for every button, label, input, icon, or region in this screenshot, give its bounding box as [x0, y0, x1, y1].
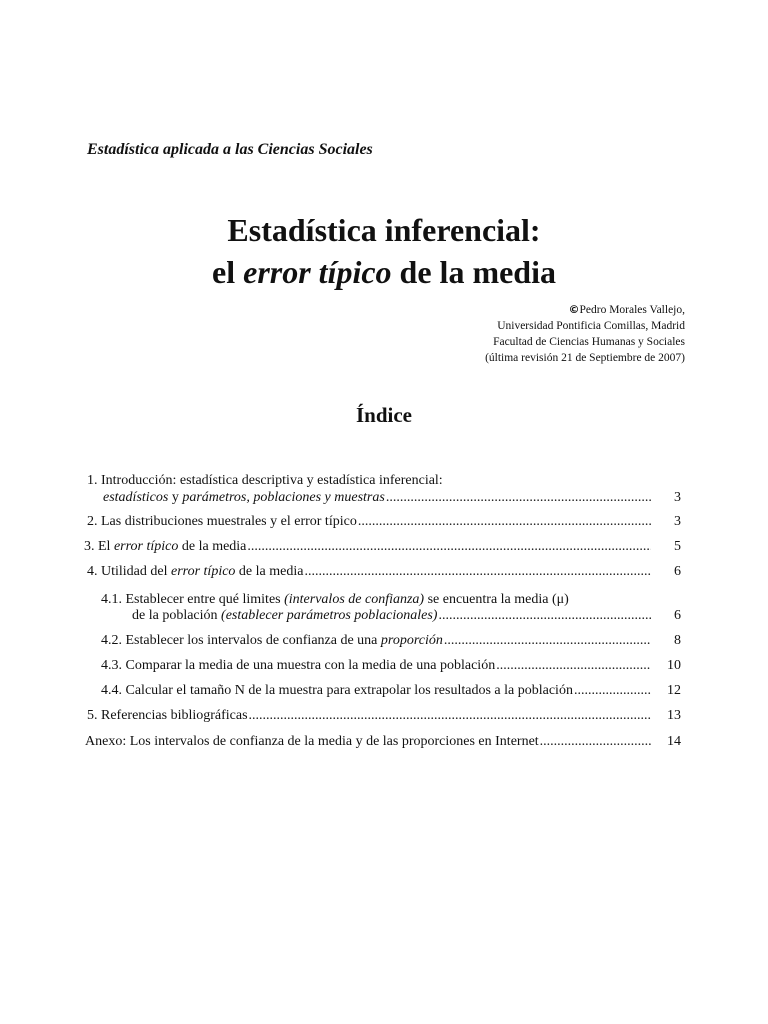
- toc-entry-1[interactable]: [103, 489, 681, 507]
- page-number: 10: [667, 658, 681, 673]
- author-name-line: [485, 302, 685, 318]
- page-number: 5: [674, 539, 681, 554]
- revision-date: (última revisión 21 de Septiembre de 2007): [485, 352, 685, 364]
- page-number: 6: [674, 608, 681, 623]
- document-title-line-2: [0, 252, 768, 292]
- title-prefix: el: [212, 254, 244, 290]
- copyright-icon: ©: [568, 303, 580, 316]
- toc-entry-1-text: [103, 489, 385, 507]
- toc-entry-4-1-pre: 4.1. Establecer entre qué limites: [101, 592, 285, 607]
- toc-entry-1-mid: y: [168, 490, 183, 505]
- toc-entry-annex[interactable]: [85, 733, 681, 751]
- toc-entry-4-2-pre: 4.2. Establecer los intervalos de confianza de una: [101, 633, 381, 648]
- toc-entry-4-text: [87, 563, 303, 581]
- toc-entry-4-1-line-2-pre: de la población: [132, 608, 222, 623]
- page-number: 8: [674, 633, 681, 648]
- author-university: Universidad Pontificia Comillas, Madrid: [497, 320, 685, 332]
- dot-leader: [249, 707, 651, 725]
- title-italic: error típico: [243, 254, 392, 290]
- toc-entry-annex-text: Anexo: Los intervalos de confianza de la media y de las proporciones en Internet: [85, 734, 539, 749]
- dot-leader: [444, 632, 651, 650]
- toc-entry-4-italic: error típico: [171, 564, 236, 579]
- toc-entry-4-3-text: 4.3. Comparar la media de una muestra con la media de una población: [101, 658, 496, 673]
- dot-leader: [540, 733, 651, 751]
- index-title: Índice: [355, 403, 412, 427]
- toc-entry-2-text: 2. Las distribuciones muestrales y el error típico: [87, 514, 357, 529]
- dot-leader: [438, 607, 651, 625]
- document-title-line-1: Estadística inferencial:: [227, 212, 541, 248]
- toc-entry-4-1-text: [132, 607, 437, 625]
- toc-entry-3-pre: 3. El: [84, 539, 114, 554]
- series-title: Estadística aplicada a las Ciencias Sociales: [87, 141, 373, 158]
- page-number: 3: [674, 490, 681, 505]
- toc-entry-4-2-text: [101, 632, 443, 650]
- toc-entry-1-italic-a: estadísticos: [103, 490, 169, 505]
- dot-leader: [574, 682, 651, 700]
- toc-entry-3[interactable]: [84, 538, 681, 556]
- page-number: 3: [674, 514, 681, 529]
- toc-entry-1-italic-b: parámetros, poblaciones y muestras: [182, 490, 385, 505]
- author-faculty: Facultad de Ciencias Humanas y Sociales: [493, 336, 685, 348]
- toc-entry-4-4[interactable]: [101, 682, 681, 700]
- toc-entry-4-1-post: se encuentra la media (μ): [424, 592, 569, 607]
- toc-entry-4-1-italic: (intervalos de confianza): [284, 592, 425, 607]
- author-name: Pedro Morales Vallejo,: [579, 304, 685, 316]
- title-suffix: de la media: [391, 254, 556, 290]
- dot-leader: [304, 563, 651, 581]
- toc-entry-4-3[interactable]: [101, 657, 681, 675]
- toc-entry-4-1-line-2-italic: (establecer parámetros poblacionales): [221, 608, 438, 623]
- toc-entry-3-text: [84, 538, 246, 556]
- toc-entry-4-1[interactable]: [132, 607, 681, 625]
- dot-leader: [358, 513, 651, 531]
- toc-entry-1-line-1: 1. Introducción: estadística descriptiva y estadística inferencial:: [87, 473, 443, 488]
- page-number: 12: [667, 683, 681, 698]
- toc-entry-4-pre: 4. Utilidad del: [87, 564, 171, 579]
- page-number: 6: [674, 564, 681, 579]
- toc-entry-5[interactable]: [87, 707, 681, 725]
- toc-entry-3-post: de la media: [178, 539, 247, 554]
- author-block: [485, 302, 685, 366]
- toc-entry-4-post: de la media: [235, 564, 304, 579]
- toc-entry-4-2-italic: proporción: [380, 633, 443, 648]
- dot-leader: [247, 538, 651, 556]
- toc-entry-4[interactable]: [87, 563, 681, 581]
- dot-leader: [386, 489, 651, 507]
- page-number: 14: [667, 734, 681, 749]
- page-number: 13: [667, 708, 681, 723]
- toc-entry-4-2[interactable]: [101, 632, 681, 650]
- toc-entry-4-4-text: 4.4. Calcular el tamaño N de la muestra para extrapolar los resultados a la población: [101, 683, 573, 698]
- toc-entry-3-italic: error típico: [113, 539, 179, 554]
- toc-entry-5-text: 5. Referencias bibliográficas: [87, 708, 248, 723]
- dot-leader: [496, 657, 651, 675]
- toc-entry-2[interactable]: [87, 513, 681, 531]
